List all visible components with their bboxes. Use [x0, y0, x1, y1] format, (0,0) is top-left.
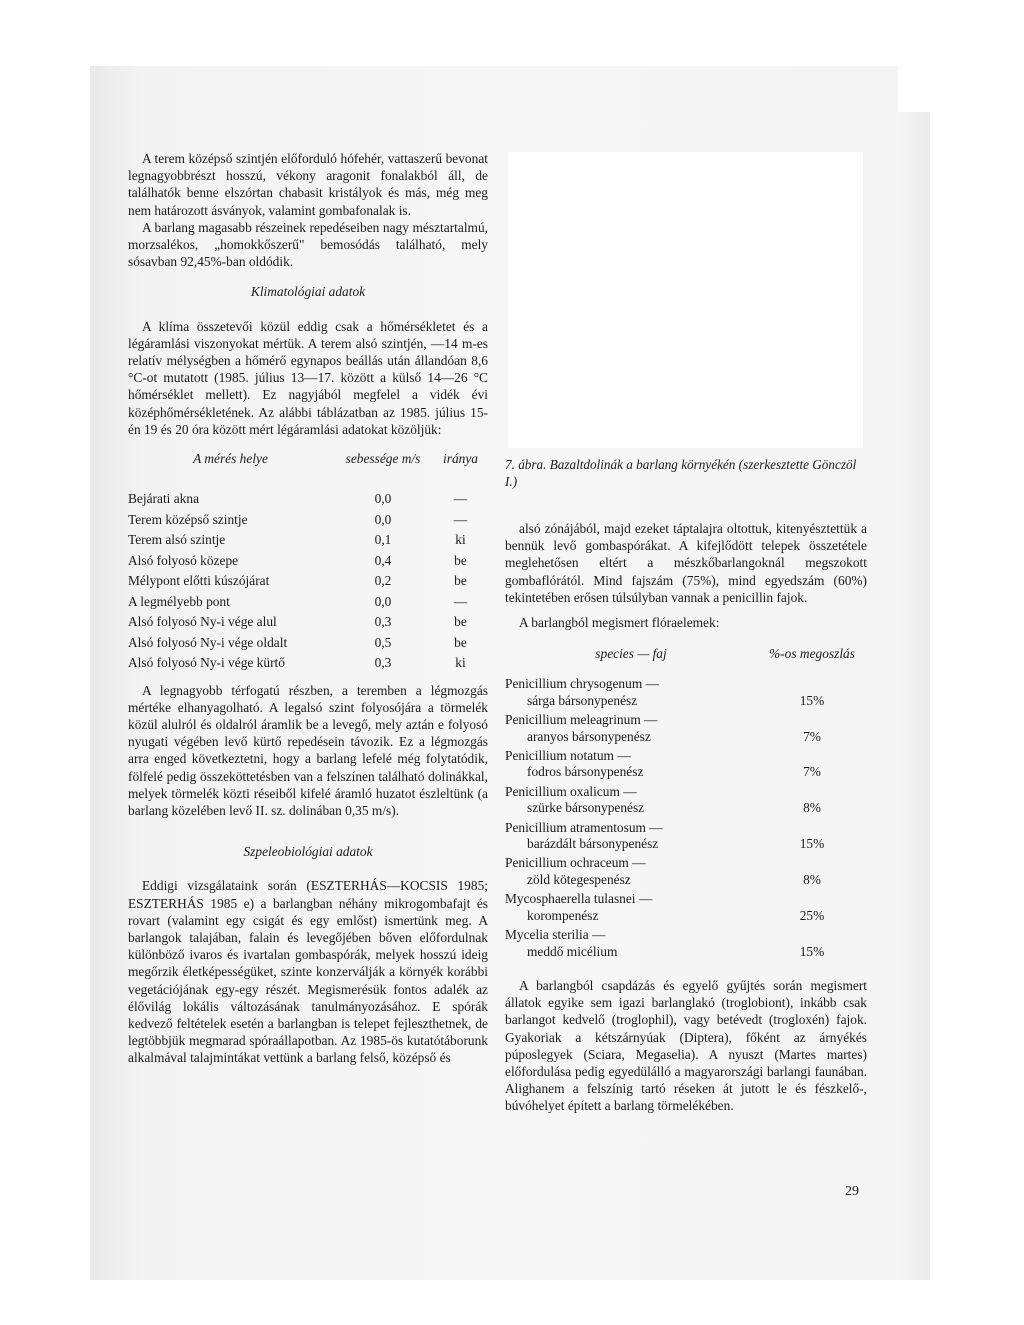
right-column [505, 520, 867, 1115]
left-column [128, 150, 488, 1067]
figure-caption: 7. ábra. Bazaltdolinák a barlang környékén (szerkesztette Gönczöl I.) [505, 457, 857, 489]
table-row: Mélypont előtti kúszójárat 0,2 be [128, 573, 467, 589]
section-heading: Klimatológiai adatok [250, 284, 366, 300]
airflow-table [128, 450, 488, 674]
table-header: species — faj [595, 646, 667, 662]
table-row: Bejárati akna 0,0 — [128, 491, 468, 507]
table-row: Alsó folyosó Ny-i vége alul 0,3 be [128, 614, 467, 630]
table-row: Alsó folyosó Ny-i vége oldalt 0,5 be [128, 634, 467, 650]
page-number: 29 [845, 1184, 859, 1199]
table-header: A mérés helye [193, 451, 268, 467]
flora-table [505, 645, 867, 963]
paragraph: A barlangból csapdázás és egyelő gyűjtés során megismert állatok egyike sem igazi barlanglakó (troglobiont), inkább csak barlangot kedvelő (troglophil), vagy betévedt (trogloxén) fajok. Gyakoriak a kétszárnyúak (Diptera), főként az árnyékés púposlegyek (Sciara, Megaselia). A nyuszt (Martes martes) előfordulása pedig egyedülálló a magyarországi barlangi faunában. Alighanem a felszínig tartó réseken át jutott le és fészkelő-, búvóhelyet épített a barlang törmelékében. [505, 977, 867, 1114]
table-row: Alsó folyosó Ny-i vége kürtő 0,3 ki [128, 655, 466, 671]
paragraph: A barlangból megismert flóraelemek: [519, 615, 720, 631]
paragraph: A klíma összetevői közül eddig csak a hőmérsékletet és a légáramlási viszonyokat mértük. A terem alsó szintjén, —14 m-es relatív mélységben a hőmérő egynapos beállás után állandóan 8,6 °C-ot mutatott (1985. július 13—17. között a külső 14—26 °C hőmérséklet mellett). Ez nagyjából megfelel a vidék évi középhőmérsékletének. Az alábbi táblázatban az 1985. július 15-én 19 és 20 óra között mért légáramlási adatokat közöljük: [128, 318, 488, 437]
table-row: Terem középső szintje 0,0 — [128, 511, 468, 527]
table-header: sebessége m/s [345, 451, 421, 467]
table-row: Penicillium chrysogenum — sárga bársonypenész 15% [505, 676, 825, 708]
table-row: A legmélyebb pont 0,0 — [128, 593, 468, 609]
table-row: Terem alsó szintje 0,1 ki [128, 532, 466, 548]
table-row: Mycelia sterilia — meddő micélium 15% [505, 927, 825, 959]
table-row: Mycosphaerella tulasnei — korompenész 25% [505, 891, 825, 923]
table-row: Penicillium atramentosum — barázdált bársonypenész 15% [505, 819, 825, 852]
figure-image [508, 152, 863, 448]
scan-edge [898, 66, 930, 112]
paragraph: A terem középső szintjén előforduló hófehér, vattaszerű bevonat legnagyobbrészt hosszú, vékony aragonit fonalakból áll, de találhatók benne elszórtan chabasit kristályok és más, még meg nem határozott ásványok, valamint gombafonalak is. [128, 151, 488, 218]
table-row: Penicillium meleagrinum — aranyos bársonypenész 7% [505, 712, 821, 744]
table-row: Penicillium oxalicum — szürke bársonypenész 8% [505, 783, 821, 816]
paragraph: A legnagyobb térfogatú részben, a teremben a légmozgás mértéke elhanyagolható. A legalsó szint folyosójára a törmelék közül alulról és oldalról áramlik be a levegő, mely aztán e folyosó nyugati végében levő kürtő repedésein távozik. Ez a légmozgás arra enged következtetni, hogy a barlang lefelé még folytatódik, fölfelé pedig összeköttetésben van a felszínen található dolinákkal, melyek törmelék közti réseiből kifelé áramló huzatot észleltünk (a barlang közelében levő II. sz. dolinában 0,35 m/s). [128, 682, 488, 818]
paragraph: alsó zónájából, majd ezeket táptalajra oltottuk, kitenyésztettük a bennük levő gombaspórákat. A kifejlődött telepek összetétele meglehetősen eltért a mészkőbarlangoknál megszokott gombaflórától. Mind fajszám (75%), mind egyedszám (60%) tekintetében erősen túlsúlyban vannak a penicillin fajok. [505, 521, 867, 605]
paragraph: Eddigi vizsgálataink során (ESZTERHÁS—KOCSIS 1985; ESZTERHÁS 1985 e) a barlangban néhány mikrogombafajt és rovart (valamint egy csigát és egy emlőst) ismertünk meg. A barlangok talajában, falain és levegőjében bőven előfordulnak különböző ivaros és ivartalan gombaspórák, melyek hosszú ideig megőrzik életképességüket, szinte konzerválják a környék korábbi vegetációjának egy-egy részét. Megismerésük fontos adalék az élővilág lokális változásának tanulmányozásához. E spórák kedvező feltételek esetén a barlangban is telepet fejleszthetnek, de legtöbbjük megmarad spóraállapotban. Az 1985-ös kutatótáborunk alkalmával talajmintákat vettünk a barlang felső, középső és [128, 878, 488, 1066]
table-row: Penicillium ochraceum — zöld kötegespenész 8% [505, 855, 821, 887]
table-header: iránya [443, 451, 478, 467]
table-row: Alsó folyosó közepe 0,4 be [128, 552, 467, 568]
paragraph: A barlang magasabb részeinek repedéseiben nagy mésztartalmú, morzsalékos, „homokkőszerű" bemosódás található, mely sósavban 92,45%-ban oldódik. [128, 219, 488, 270]
section-heading: Szpeleobiológiai adatok [243, 844, 373, 860]
table-header: %-os megoszlás [769, 646, 855, 662]
table-row: Penicillium notatum — fodros bársonypenész 7% [505, 748, 821, 780]
